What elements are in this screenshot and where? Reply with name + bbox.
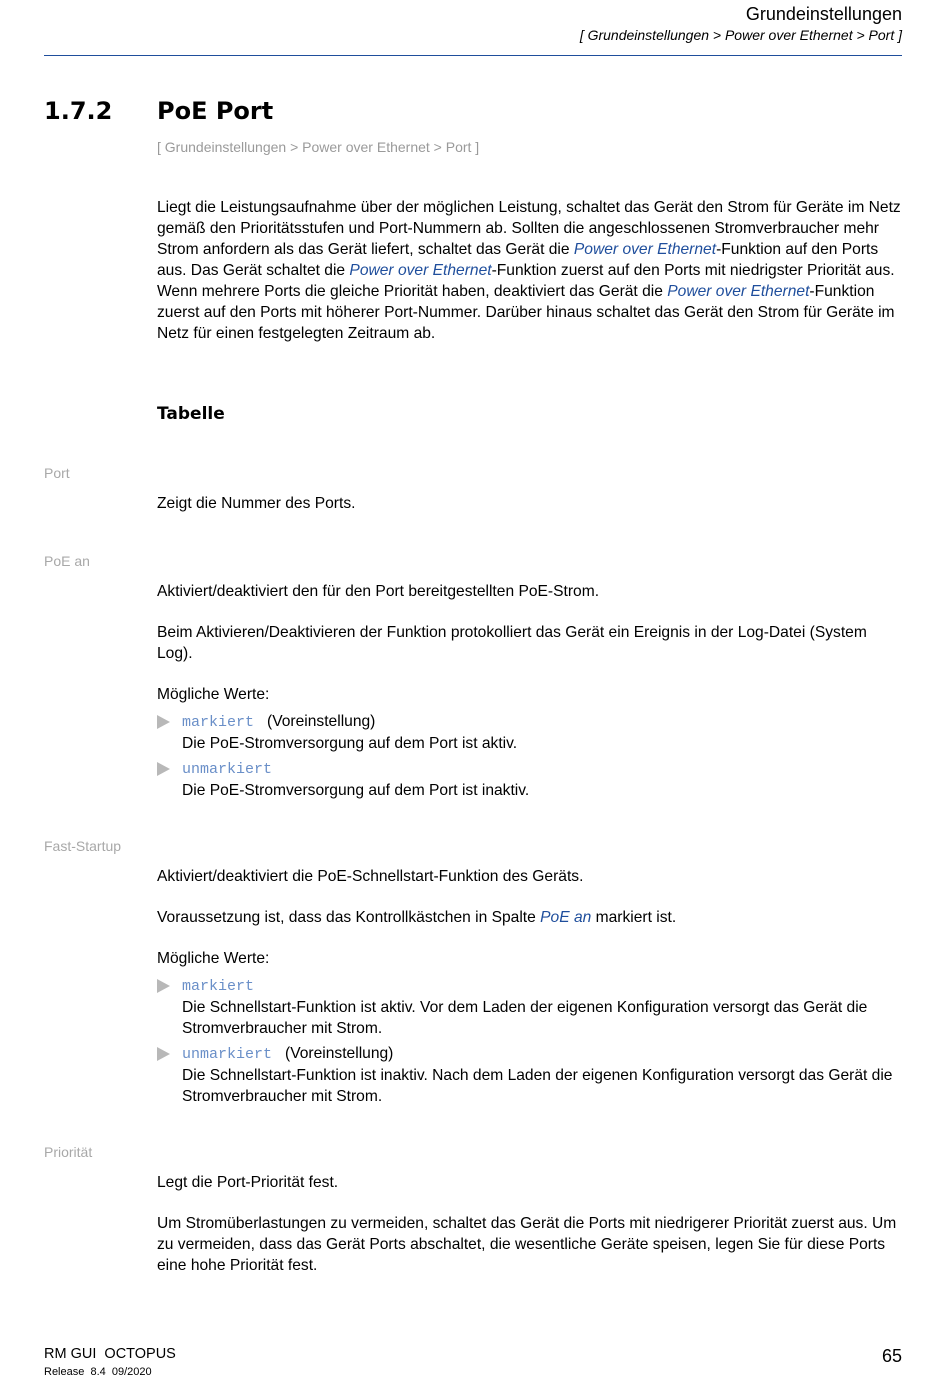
page-number: 65	[881, 1346, 902, 1366]
intro-text-1: Liegt die Leistungsaufnahme über der möglichen Leistung, schaltet das Gerät den Strom für Geräte im Netz gemäß den Prioritätsstufen und Port-Nummern ab. Sollten die angeschlossenen Stromverbraucher mehr Strom anfordern als das Gerät liefert, schaltet das Gerät die	[157, 199, 901, 258]
section-breadcrumb: [ Grundeinstellungen > Power over Ethernet > Port ]	[157, 139, 480, 155]
prioritaet-description-1: Legt die Port-Priorität fest.	[157, 1174, 339, 1191]
table-heading: Tabelle	[157, 404, 225, 424]
value-description: Die Schnellstart-Funktion ist aktiv. Vor dem Laden der eigenen Konfiguration versorgt das Gerät die Stromverbraucher mit Strom.	[182, 999, 868, 1037]
link-poe-an[interactable]: PoE an	[540, 909, 592, 926]
value-code: markiert	[182, 978, 255, 995]
fast-startup-values-label: Mögliche Werte:	[157, 950, 270, 967]
intro-text-4: -Funktion zuerst auf den Ports mit höherer Port-Nummer. Darüber hinaus schaltet das Gerät den Strom für Geräte im Netz für einen festgelegten Zeitraum ab.	[157, 283, 895, 342]
bullet-arrow-icon	[157, 715, 170, 729]
bullet-arrow-icon	[157, 762, 170, 776]
poe-an-description-2: Beim Aktivieren/Deaktivieren der Funktion protokolliert das Gerät ein Ereignis in der Log-Datei (System Log).	[157, 624, 867, 662]
value-code: unmarkiert	[182, 1046, 273, 1063]
poe-an-values-label: Mögliche Werte:	[157, 686, 270, 703]
fast-startup-value-markiert	[157, 975, 902, 1039]
section-title: PoE Port	[157, 97, 274, 125]
value-note: (Voreinstellung)	[285, 1045, 394, 1062]
intro-text-2: -Funktion auf den Ports aus. Das Gerät schaltet die	[157, 241, 879, 279]
poe-an-description-1: Aktiviert/deaktiviert den für den Port bereitgestellten PoE-Strom.	[157, 583, 600, 600]
section-number: 1.7.2	[44, 97, 113, 125]
field-label-fast-startup: Fast-Startup	[44, 838, 122, 854]
value-code: unmarkiert	[182, 761, 273, 778]
value-description: Die Schnellstart-Funktion ist inaktiv. Nach dem Laden der eigenen Konfiguration versorgt das Gerät die Stromverbraucher mit Strom.	[182, 1067, 893, 1105]
fast-startup-description-2	[157, 907, 902, 928]
running-header-title: Grundeinstellungen	[745, 4, 902, 24]
value-description: Die PoE-Stromversorgung auf dem Port ist inaktiv.	[182, 782, 530, 799]
running-header-path: [ Grundeinstellungen > Power over Ethernet > Port ]	[579, 27, 902, 43]
link-power-over-ethernet-1[interactable]: Power over Ethernet	[573, 241, 717, 258]
bullet-arrow-icon	[157, 979, 170, 993]
fast-startup-text-b: markiert ist.	[591, 909, 677, 926]
port-description: Zeigt die Nummer des Ports.	[157, 495, 356, 512]
intro-text-3: -Funktion zuerst auf den Ports mit niedrigster Priorität aus. Wenn mehrere Ports die gleiche Priorität haben, deaktiviert das Gerät die	[157, 262, 895, 300]
prioritaet-description-2: Um Stromüberlastungen zu vermeiden, schaltet das Gerät die Ports mit niedrigerer Priorität zuerst aus. Um zu vermeiden, dass das Gerät Ports abschaltet, die wesentliche Geräte speisen, legen Sie für diese Ports eine hohe Priorität fest.	[157, 1215, 897, 1274]
fast-startup-text-a: Voraussetzung ist, dass das Kontrollkästchen in Spalte	[157, 909, 541, 926]
link-power-over-ethernet-3[interactable]: Power over Ethernet	[667, 283, 810, 300]
value-description: Die PoE-Stromversorgung auf dem Port ist aktiv.	[182, 735, 518, 752]
field-label-poe-an: PoE an	[44, 553, 90, 569]
poe-an-value-markiert	[157, 711, 902, 754]
poe-an-value-unmarkiert	[157, 758, 902, 801]
value-note: (Voreinstellung)	[267, 713, 376, 730]
field-label-port: Port	[44, 465, 70, 481]
footer-release: Release 8.4 09/2020	[44, 1366, 152, 1378]
value-code: markiert	[182, 714, 255, 731]
bullet-arrow-icon	[157, 1047, 170, 1061]
fast-startup-value-unmarkiert	[157, 1043, 902, 1107]
fast-startup-description-1: Aktiviert/deaktiviert die PoE-Schnellstart-Funktion des Geräts.	[157, 868, 584, 885]
field-label-prioritaet: Priorität	[44, 1144, 93, 1160]
footer-product: RM GUI OCTOPUS	[44, 1346, 176, 1362]
header-divider	[44, 55, 902, 56]
link-power-over-ethernet-2[interactable]: Power over Ethernet	[349, 262, 492, 279]
intro-paragraph	[157, 197, 902, 344]
